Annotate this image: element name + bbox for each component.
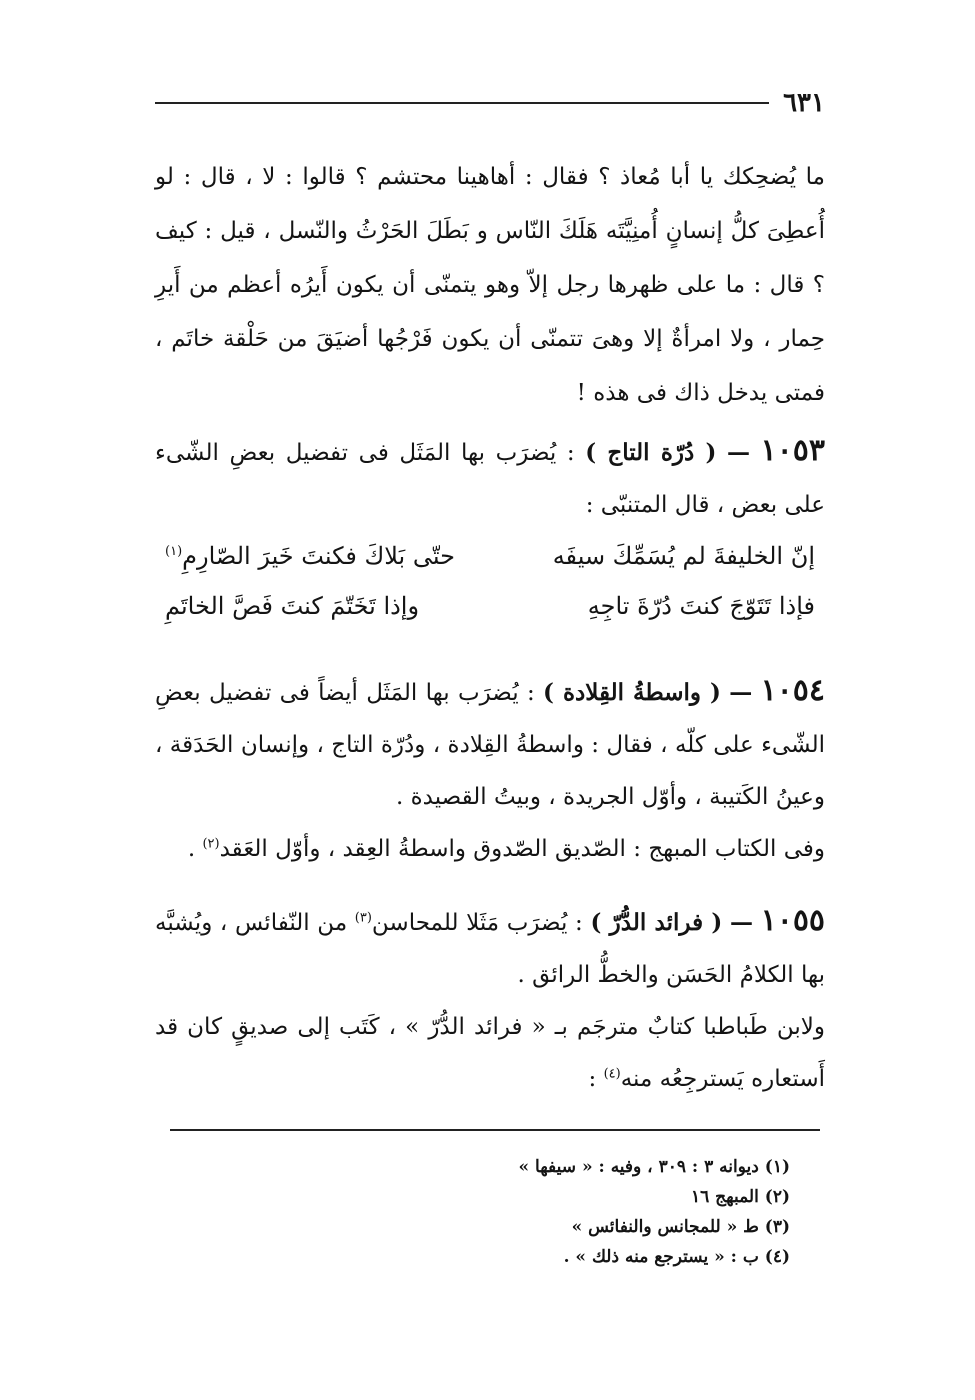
entry-extra-paragraph [155,823,825,875]
entry-extra-end: . [187,836,203,862]
footnote-reference: (٣) [354,910,372,926]
entry-text: : يُضرَب بها المَثَل أيضاً فى تفضيل بعضِ الشّىء على كلّه ، فقال : واسطةُ القِلادة ، ودُرّة التاج ، وإنسان الحَدَقة ، وعينُ الكَتيبة ، وأوّل الجريدة ، وبيتُ القصيدة . [155,680,825,810]
verse-line [155,531,825,581]
footnote-rule [170,1129,820,1131]
verse-hemistich-first: إنّ الخليفةَ لم يُسَمِّكَ سيفَه [552,542,815,570]
entry-extra-end: : [588,1066,604,1092]
entry-1053 [155,425,825,631]
opening-paragraph [155,150,825,420]
entry-number: ١٠٥٣ [760,433,825,468]
footnote-reference: (٤) [603,1066,621,1082]
entry-extra-text: ولابن طَباطبا كتابٌ مترجَم بـ « فرائد الدُّرّ » ، كَتَب إلى صديقٍ كان قد أَستعاره يَسترجِعُه منه [155,1014,825,1092]
verse-hemistich-second-text: حتّى بَلاكَ فكنتَ خَيرَ الصّارِمِ [182,542,455,570]
entry-number: ١٠٥٤ [760,673,826,708]
footnote: (٤) ب : « يسترجع منه ذلك » . [563,1247,790,1267]
verse-hemistich-second: وإذا تَخَتّمَ كنتَ فَصَّ الخاتَمِ [165,592,420,620]
page-number: ٦٣١ [783,88,825,118]
footnote: (١) ديوانه ٣ : ٣٠٩ ، وفيه : « سيفها » [518,1157,790,1177]
entry-1055 [155,895,825,1105]
opening-text: ما يُضحِكك يا أبا مُعاذ ؟ فقال : أهاهينا محتشم ؟ قالوا : لا ، قال : لو أُعطِىَ كلُّ إنسانٍ أُمنِيَّتَه هَلَكَ النّاس و بَطَلَ الحَرْثُ والنّسل ، قيل : كيف ؟ قال : ما على ظهرها رجل إلاّ وهو يتمنّى أن يكون أَيرُه أعظم من أَيرِ حِمار ، ولا امرأةٌ إلا وهىَ تتمنّى أن يكون فَرْجُها أضيَقَ من حَلْقة خاتَم ، فمتى يدخل ذاك فى هذه ! [155,164,825,406]
footnote: (٣) ط « للمجانس والنفائس » [571,1217,790,1237]
entry-1054 [155,665,825,875]
entry-title: ( واسطةُ القِلادة ) [543,679,721,706]
entry-dash: — [729,679,753,706]
entry-title: ( دُرّة التاج ) [585,439,717,466]
entry-text: : يُضرَب مَثَلا للمحاسن [371,910,583,936]
entry-title: ( فرائد الدُّرّ ) [590,909,723,936]
footnote-reference: (١) [165,544,183,559]
entry-dash: — [729,909,753,936]
header-rule [155,102,769,104]
verse-hemistich-first: فإذا تَتَوّجَ كنتَ دُرّةَ تاجِهِ [587,592,815,620]
entry-extra-paragraph [155,1001,825,1105]
verse-hemistich-second [165,531,455,581]
footnotes [290,1152,790,1272]
entry-extra-text: وفى الكتاب المبهج : الصّديق الصّدوق واسطةُ العِقد ، وأوّل العَقد [219,836,825,862]
entry-dash: — [726,439,750,466]
footnote-reference: (٢) [202,836,220,852]
page-header [155,88,825,118]
entry-text: : يُضرَب بها المَثَل فى تفضيل بعضِ الشّىء على بعض ، قال المتنبّى : [155,440,825,518]
entry-text-continued: من النّفائس ، ويُشبَّه بها الكلامُ الحَسَن والخطُّ الرائق . [155,910,825,988]
footnote: (٢) المبهج ١٦ [690,1187,790,1207]
verse-line [155,581,825,631]
entry-number: ١٠٥٥ [760,903,826,938]
